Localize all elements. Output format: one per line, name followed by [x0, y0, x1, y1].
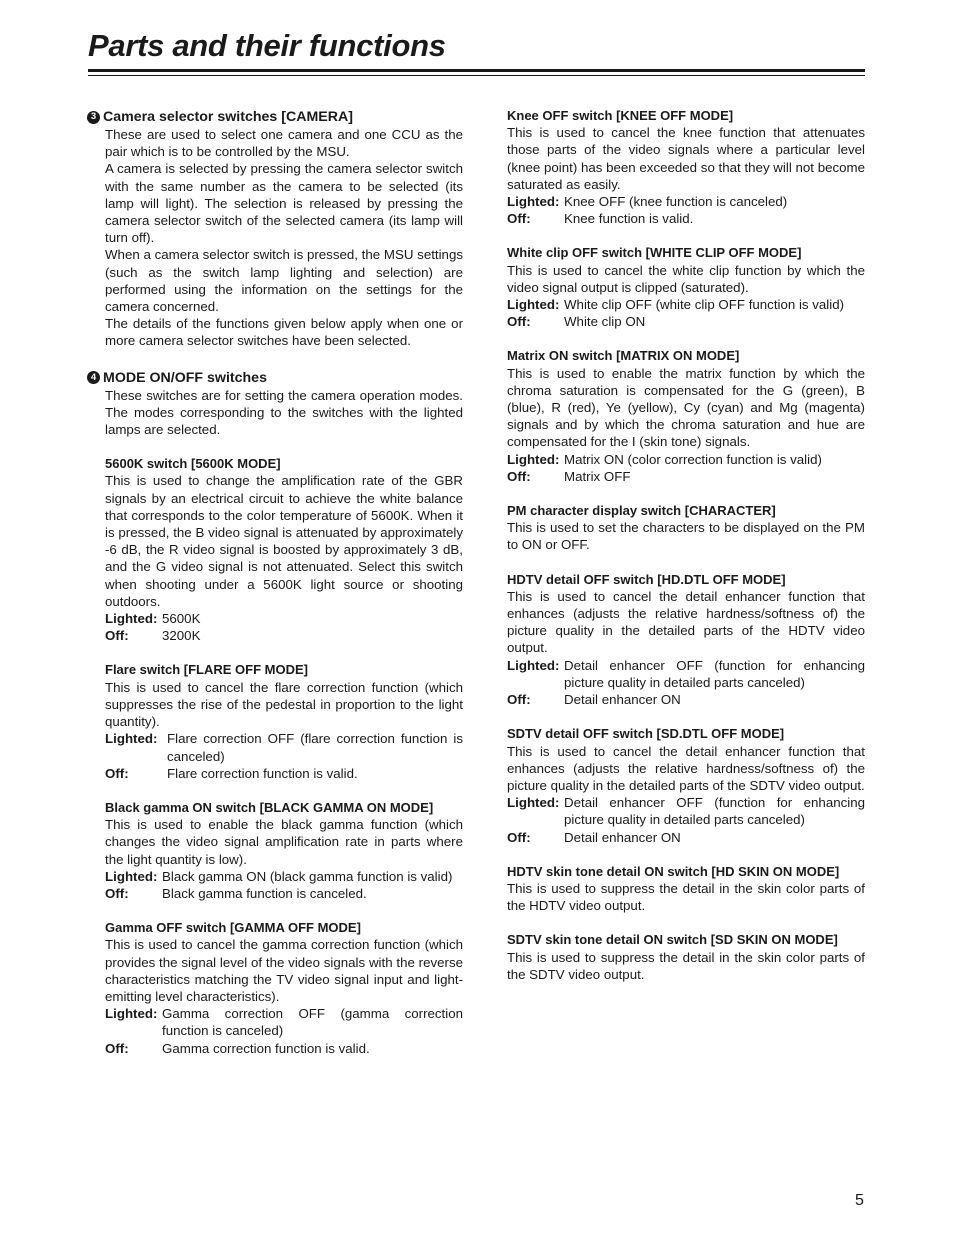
lighted-row	[507, 657, 865, 691]
item-description: This is used to enable the black gamma function (which changes the video signal amplification rate in parts where the light quantity is low).	[105, 817, 463, 867]
lighted-row	[507, 193, 865, 210]
lighted-value: Knee OFF (knee function is canceled)	[564, 194, 788, 210]
lighted-value: White clip OFF (white clip OFF function is valid)	[564, 297, 845, 313]
item-knee-off	[507, 107, 865, 227]
off-label: Off:	[507, 468, 531, 484]
off-value: Black gamma function is canceled.	[162, 885, 367, 901]
lighted-row	[507, 296, 865, 313]
off-row	[105, 885, 463, 902]
lighted-label: Lighted:	[105, 868, 158, 884]
off-value: White clip ON	[564, 314, 646, 330]
lighted-label: Lighted:	[507, 297, 560, 313]
item-heading: SDTV detail OFF switch [SD.DTL OFF MODE]	[507, 726, 785, 742]
item-heading: Gamma OFF switch [GAMMA OFF MODE]	[105, 920, 361, 936]
item-5600k	[105, 455, 463, 644]
lighted-value: 5600K	[162, 611, 201, 627]
lighted-value: Detail enhancer OFF (function for enhancing picture quality in detailed parts canceled)	[564, 657, 865, 690]
lighted-label: Lighted:	[105, 731, 158, 747]
off-row	[105, 627, 463, 644]
section-heading-text: MODE ON/OFF switches	[103, 369, 267, 386]
item-description: This is used to suppress the detail in the skin color parts of the SDTV video output.	[507, 949, 865, 982]
item-heading: Black gamma ON switch [BLACK GAMMA ON MODE]	[105, 799, 434, 815]
item-description: This is used to cancel the gamma correction function (which provides the signal level of the video signals with the reverse characteristics matching the TV video signal input and light-emitting level characteristics).	[105, 937, 463, 1004]
item-flare	[105, 661, 463, 781]
off-value: Detail enhancer ON	[564, 829, 681, 845]
off-value: Knee function is valid.	[564, 211, 694, 227]
title-rule-thick	[88, 69, 865, 72]
circled-number-3-icon: 3	[87, 111, 100, 124]
item-heading: PM character display switch [CHARACTER]	[507, 503, 776, 519]
off-row	[507, 829, 865, 846]
item-description: This is used to enable the matrix function by which the chroma saturation is compensated for the G (green), B (blue), R (red), Ye (yellow), Cy (cyan) and Mg (magenta) signals and by which the chroma saturation and hue are compensated for the I (skin tone) signals.	[507, 365, 865, 450]
right-column	[507, 107, 865, 983]
section-heading-text: Camera selector switches [CAMERA]	[103, 109, 353, 125]
item-heading: White clip OFF switch [WHITE CLIP OFF MODE]	[507, 245, 802, 261]
item-gamma-off	[105, 919, 463, 1057]
item-description: This is used to cancel the detail enhancer function that enhances (adjusts the relative hardness/softness of) the picture quality in the detailed parts of the SDTV video output.	[507, 743, 865, 793]
item-hd-dtl-off	[507, 571, 865, 709]
off-label: Off:	[105, 1040, 129, 1056]
lighted-label: Lighted:	[507, 657, 560, 673]
off-label: Off:	[507, 211, 531, 227]
off-row	[507, 691, 865, 708]
item-heading: HDTV skin tone detail ON switch [HD SKIN ON MODE]	[507, 863, 840, 879]
paragraph: These switches are for setting the camera operation modes. The modes corresponding to the switches with the lighted lamps are selected.	[105, 387, 463, 438]
page-number: 5	[855, 1192, 864, 1209]
lighted-row	[507, 794, 865, 828]
paragraph: These are used to select one camera and one CCU as the pair which is to be controlled by the MSU.	[105, 127, 463, 160]
section-mode-heading	[86, 369, 463, 387]
left-column	[86, 108, 463, 1057]
section-camera-body	[86, 126, 463, 350]
lighted-row	[105, 1005, 463, 1039]
item-heading: SDTV skin tone detail ON switch [SD SKIN ON MODE]	[507, 932, 838, 948]
item-heading: Knee OFF switch [KNEE OFF MODE]	[507, 108, 734, 123]
item-matrix-on	[507, 347, 865, 485]
off-label: Off:	[507, 829, 531, 845]
off-row	[507, 468, 865, 485]
item-heading: 5600K switch [5600K MODE]	[105, 456, 281, 472]
off-label: Off:	[507, 314, 531, 330]
paragraph: A camera is selected by pressing the camera selector switch with the same number as the camera to be selected (its lamp will light). The selection is released by pressing the camera selector switch of the selected camera (its lamp will turn off).	[105, 161, 463, 246]
item-pm-character	[507, 502, 865, 554]
item-heading: Matrix ON switch [MATRIX ON MODE]	[507, 348, 740, 364]
item-description: This is used to cancel the white clip function by which the video signal output is clipped (saturated).	[507, 262, 865, 295]
item-black-gamma	[105, 799, 463, 902]
item-white-clip	[507, 244, 865, 330]
off-value: Flare correction function is valid.	[167, 765, 358, 781]
item-sd-dtl-off	[507, 725, 865, 845]
lighted-row	[507, 451, 865, 468]
lighted-value: Black gamma ON (black gamma function is valid)	[162, 868, 453, 884]
item-heading: Flare switch [FLARE OFF MODE]	[105, 662, 308, 678]
item-sd-skin-on	[507, 931, 865, 983]
off-value: 3200K	[162, 628, 201, 644]
off-row	[105, 765, 463, 782]
item-description: This is used to change the amplification rate of the GBR signals by an electrical circuit to achieve the white balance that corresponds to the color temperature of 5600K. When it is pressed, the B video signal is attenuated by approximately -6 dB, the R video signal is boosted by approximately 3 dB, and the G video signal is not attenuated. Select this switch when shooting under a 5600K light source or shooting outdoors.	[105, 473, 463, 609]
off-label: Off:	[105, 628, 129, 644]
lighted-row	[105, 730, 463, 764]
item-description: This is used to cancel the detail enhancer function that enhances (adjusts the relative hardness/softness of) the picture quality in the detailed parts of the HDTV video output.	[507, 588, 865, 656]
section-camera-heading	[86, 108, 463, 126]
off-label: Off:	[105, 885, 129, 901]
off-value: Gamma correction function is valid.	[162, 1040, 370, 1056]
item-description: This is used to set the characters to be displayed on the PM to ON or OFF.	[507, 520, 865, 553]
off-value: Matrix OFF	[564, 468, 631, 484]
off-row	[105, 1040, 463, 1057]
page-title: Parts and their functions	[88, 28, 446, 63]
off-label: Off:	[105, 765, 129, 781]
lighted-label: Lighted:	[105, 611, 158, 627]
item-heading: HDTV detail OFF switch [HD.DTL OFF MODE]	[507, 571, 786, 587]
circled-number-4-icon: 4	[87, 371, 100, 384]
lighted-value: Matrix ON (color correction function is valid)	[564, 451, 822, 467]
off-row	[507, 210, 865, 227]
lighted-label: Lighted:	[507, 194, 560, 210]
paragraph: When a camera selector switch is pressed, the MSU settings (such as the switch lamp lighting and selection) are performed using the information on the settings for the camera concerned.	[105, 247, 463, 315]
item-description: This is used to cancel the knee function that attenuates those parts of the video signals where a particular level (knee point) has been exceeded so that they will not become saturated as easily.	[507, 125, 865, 192]
lighted-value: Gamma correction OFF (gamma correction function is canceled)	[162, 1006, 463, 1039]
lighted-row	[105, 868, 463, 885]
lighted-value: Flare correction OFF (flare correction function is canceled)	[167, 731, 463, 764]
lighted-label: Lighted:	[507, 451, 560, 467]
off-value: Detail enhancer ON	[564, 692, 681, 708]
lighted-value: Detail enhancer OFF (function for enhancing picture quality in detailed parts canceled)	[564, 795, 865, 828]
title-rule-thin	[88, 75, 865, 76]
item-hd-skin-on	[507, 863, 865, 915]
lighted-row	[105, 610, 463, 627]
item-description: This is used to cancel the flare correction function (which suppresses the rise of the pedestal in proportion to the light quantity).	[105, 679, 463, 730]
item-description: This is used to suppress the detail in the skin color parts of the HDTV video output.	[507, 880, 865, 914]
lighted-label: Lighted:	[507, 795, 560, 811]
off-label: Off:	[507, 692, 531, 708]
off-row	[507, 313, 865, 330]
paragraph: The details of the functions given below apply when one or more camera selector switches have been selected.	[105, 316, 463, 349]
section-mode-body	[86, 387, 463, 1057]
lighted-label: Lighted:	[105, 1006, 158, 1022]
